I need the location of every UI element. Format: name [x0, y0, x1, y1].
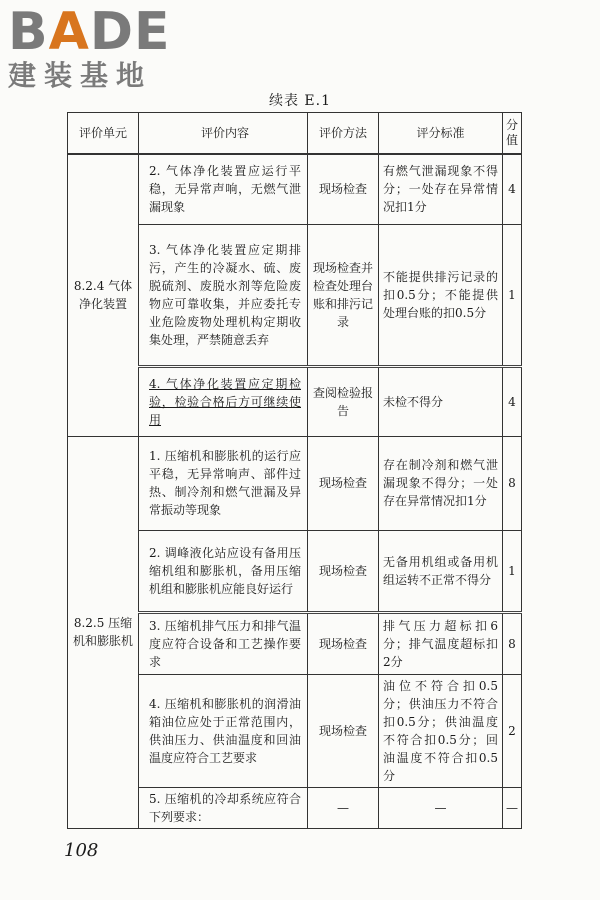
content-cell: 4. 压缩机和膨胀机的润滑油箱油位应处于正常范围内，供油压力、供油温度和回油温度应符合工艺要求: [139, 674, 308, 787]
score-cell: 8: [503, 612, 522, 674]
content-cell: 3. 气体净化装置应定期排污，产生的冷凝水、硫、废脱硫剂、废脱水剂等危险废物应可靠收集，并应委托专业危险废物处理机构定期收集处理，严禁随意丢弃: [139, 224, 308, 366]
logo-subtitle: 建装基地: [8, 59, 153, 92]
logo-letter: B: [8, 2, 49, 62]
table-title: 续表 E.1: [268, 93, 332, 109]
table-header-row: [68, 113, 522, 155]
standard-cell: 存在制冷剂和燃气泄漏现象不得分；一处存在异常情况扣1分: [379, 436, 503, 530]
header-method: 评价方法: [308, 113, 379, 155]
header-standard: 评分标准: [379, 113, 503, 155]
standard-cell: 有燃气泄漏现象不得分；一处存在异常情况扣1分: [379, 154, 503, 224]
standard-cell: 不能提供排污记录的扣0.5分；不能提供处理台账的扣0.5分: [379, 224, 503, 366]
table-row: [68, 436, 522, 530]
standard-cell: 油位不符合扣0.5分；供油压力不符合扣0.5分；供油温度不符合扣0.5分；回油温度不符合扣0.5分: [379, 674, 503, 787]
page-number: 108: [64, 840, 99, 861]
content-cell: 2. 调峰液化站应设有备用压缩机组和膨胀机，备用压缩机组和膨胀机应能良好运行: [139, 530, 308, 612]
score-cell: 8: [503, 436, 522, 530]
method-cell: 现场检查并检查处理台账和排污记录: [308, 224, 379, 366]
content-cell: 1. 压缩机和膨胀机的运行应平稳，无异常响声、部件过热、制冷剂和燃气泄漏及异常振动等现象: [139, 436, 308, 530]
method-cell: 现场检查: [308, 154, 379, 224]
content-cell: 5. 压缩机的冷却系统应符合下列要求：: [139, 787, 308, 828]
score-cell: 4: [503, 154, 522, 224]
evaluation-table: [67, 112, 522, 829]
score-cell: —: [503, 787, 522, 828]
table-row: [68, 154, 522, 224]
standard-cell: 排气压力超标扣6分；排气温度超标扣2分: [379, 612, 503, 674]
method-cell: —: [308, 787, 379, 828]
header-content: 评价内容: [139, 113, 308, 155]
score-cell: 1: [503, 224, 522, 366]
logo-letters: DE: [89, 2, 171, 62]
method-cell: 现场检查: [308, 436, 379, 530]
content-cell: 4. 气体净化装置应定期检验，检验合格后方可继续使用: [139, 366, 308, 436]
logo: [8, 4, 171, 92]
standard-cell: —: [379, 787, 503, 828]
score-cell: 4: [503, 366, 522, 436]
unit-cell: 8.2.5 压缩机和膨胀机: [68, 436, 139, 828]
score-cell: 1: [503, 530, 522, 612]
method-cell: 现场检查: [308, 674, 379, 787]
header-unit: 评价单元: [68, 113, 139, 155]
standard-cell: 无备用机组或备用机组运转不正常不得分: [379, 530, 503, 612]
score-cell: 2: [503, 674, 522, 787]
standard-cell: 未检不得分: [379, 366, 503, 436]
logo-wordmark: [8, 2, 171, 62]
method-cell: 查阅检验报告: [308, 366, 379, 436]
method-cell: 现场检查: [308, 612, 379, 674]
header-score: 分值: [503, 113, 522, 155]
logo-accent-letter: A: [48, 2, 90, 62]
content-cell: 3. 压缩机排气压力和排气温度应符合设备和工艺操作要求: [139, 612, 308, 674]
method-cell: 现场检查: [308, 530, 379, 612]
unit-cell: 8.2.4 气体净化装置: [68, 154, 139, 436]
content-cell: 2. 气体净化装置应运行平稳，无异常声响，无燃气泄漏现象: [139, 154, 308, 224]
